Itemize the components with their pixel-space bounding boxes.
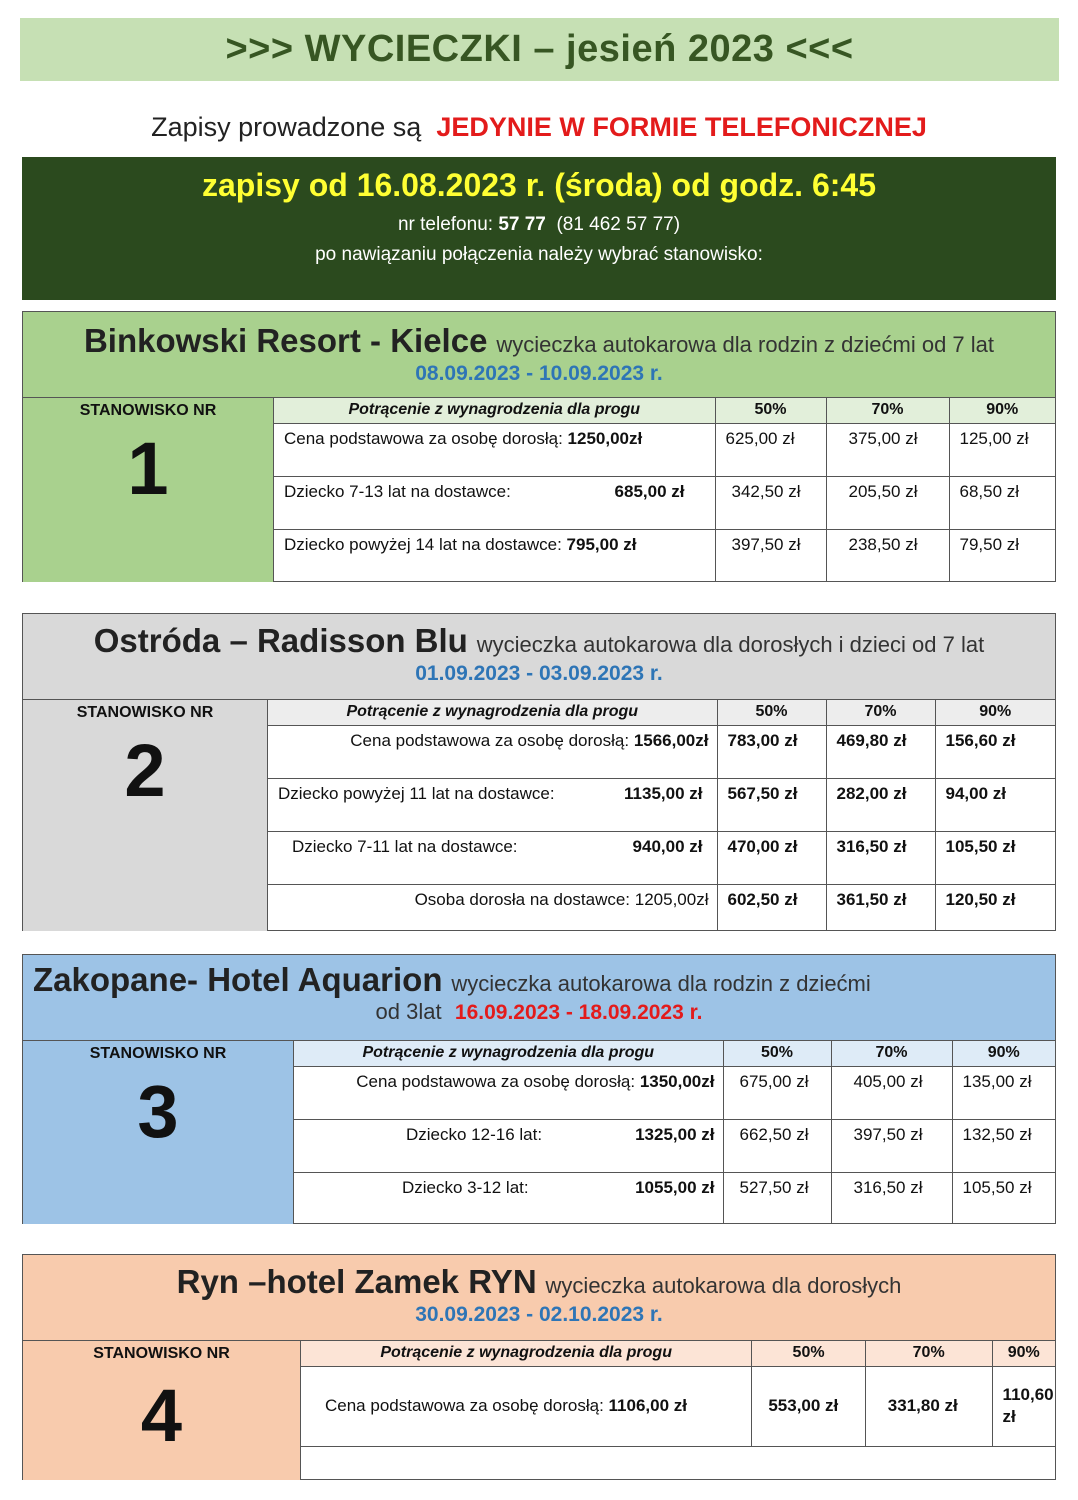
signup-method-prefix: Zapisy prowadzone są	[151, 112, 422, 142]
col-50: 50%	[715, 398, 826, 423]
row-label: Dziecko 3-12 lat:	[402, 1178, 529, 1198]
row-price: 1135,00 zł	[624, 783, 703, 803]
row-v90: 120,50 zł	[945, 889, 1016, 909]
col-desc: Potrącenie z wynagrodzenia dla progu	[294, 1041, 723, 1066]
row-v70: 375,00 zł	[826, 423, 949, 476]
stanowisko-label: STANOWISKO NR	[89, 1045, 227, 1062]
row-price: 1566,00zł	[633, 730, 709, 750]
trip-name: Ostróda – Radisson Blu	[93, 622, 468, 659]
row-label: Osoba dorosła na dostawce:	[414, 889, 631, 909]
row-label: Dziecko 12-16 lat:	[406, 1124, 543, 1144]
price-table	[301, 1341, 1055, 1480]
row-price: 1205,00zł	[634, 889, 709, 909]
trip-name: Binkowski Resort - Kielce	[83, 322, 488, 359]
col-desc: Potrącenie z wynagrodzenia dla progu	[301, 1341, 752, 1366]
table-row	[294, 1119, 1055, 1172]
row-price: 1325,00 zł	[635, 1124, 715, 1144]
row-v50: 470,00 zł	[717, 831, 826, 884]
trip-dates: 08.09.2023 - 10.09.2023 r.	[415, 362, 663, 385]
row-price: 1106,00 zł	[608, 1396, 687, 1416]
signup-method-line	[0, 112, 1078, 143]
row-v90: 68,50 zł	[949, 476, 1055, 529]
stanowisko-number: 3	[137, 1070, 179, 1153]
trip-section-2	[22, 613, 1056, 931]
trip-header	[23, 312, 1055, 398]
table-row	[294, 1173, 1055, 1224]
col-90: 90%	[992, 1341, 1055, 1366]
phone-full: (81 462 57 77)	[556, 214, 681, 235]
row-label: Dziecko powyżej 11 lat na dostawce:	[278, 783, 555, 803]
row-v70: 205,50 zł	[826, 476, 949, 529]
row-v90: 94,00 zł	[935, 778, 1055, 831]
trip-header	[23, 955, 1055, 1041]
stanowisko-box	[23, 1341, 301, 1480]
row-price: 685,00 zł	[614, 481, 685, 501]
stanowisko-number: 2	[124, 729, 166, 812]
row-label: Cena podstawowa za osobę dorosłą:	[350, 730, 630, 750]
trip-description: wycieczka autokarowa dla dorosłych	[545, 1273, 902, 1298]
row-label: Dziecko 7-13 lat na dostawce:	[284, 481, 511, 501]
phone-short: 57 77	[498, 214, 546, 235]
row-price: 1055,00 zł	[635, 1178, 715, 1198]
trip-description: wycieczka autokarowa dla dorosłych i dzieci od 7 lat	[476, 632, 985, 657]
row-price: 1250,00zł	[567, 428, 643, 448]
trip-description: wycieczka autokarowa dla rodzin z dziećmi	[451, 971, 871, 996]
row-v50: 662,50 zł	[723, 1119, 831, 1172]
col-desc: Potrącenie z wynagrodzenia dla progu	[268, 700, 717, 725]
row-v50: 783,00 zł	[717, 725, 826, 778]
row-v50: 625,00 zł	[715, 423, 826, 476]
price-table	[268, 700, 1055, 931]
trip-section-3	[22, 954, 1056, 1224]
table-row	[301, 1366, 1055, 1447]
signup-instruction: po nawiązaniu połączenia należy wybrać stanowisko:	[315, 244, 763, 265]
row-v70: 405,00 zł	[831, 1066, 952, 1119]
row-price: 1350,00zł	[639, 1071, 715, 1091]
row-label: Cena podstawowa za osobę dorosłą:	[356, 1071, 636, 1091]
stanowisko-box	[23, 1041, 294, 1224]
table-row	[274, 476, 1055, 529]
row-label: Cena podstawowa za osobę dorosłą:	[284, 428, 563, 448]
row-v50: 527,50 zł	[723, 1173, 831, 1224]
stanowisko-box	[23, 398, 274, 582]
trip-section-4	[22, 1254, 1056, 1480]
row-v70: 316,50 zł	[831, 1173, 952, 1224]
trip-section-1	[22, 311, 1056, 582]
col-50: 50%	[723, 1041, 831, 1066]
trip-dates: 01.09.2023 - 03.09.2023 r.	[415, 662, 663, 685]
row-v50: 675,00 zł	[723, 1066, 831, 1119]
row-label: Cena podstawowa za osobę dorosłą:	[325, 1396, 604, 1416]
row-v90: 125,00 zł	[949, 423, 1055, 476]
table-row	[274, 530, 1055, 582]
col-70: 70%	[826, 700, 935, 725]
row-price: 795,00 zł	[566, 535, 637, 555]
col-70: 70%	[865, 1341, 992, 1366]
row-v70: 282,00 zł	[826, 778, 935, 831]
row-v90: 79,50 zł	[959, 535, 1020, 555]
row-label: Dziecko 7-11 lat na dostawce:	[292, 836, 518, 856]
trip-header	[23, 1255, 1055, 1341]
stanowisko-label: STANOWISKO NR	[79, 402, 217, 419]
row-v70: 331,80 zł	[865, 1366, 992, 1447]
row-v90: 110,60 zł	[992, 1366, 1055, 1447]
stanowisko-label: STANOWISKO NR	[76, 704, 214, 721]
trip-header	[23, 614, 1055, 700]
phone-line	[22, 214, 1056, 236]
row-v50: 342,50 zł	[715, 476, 826, 529]
row-v90: 156,60 zł	[935, 725, 1055, 778]
row-v90: 105,50 zł	[935, 831, 1055, 884]
row-v70: 316,50 zł	[826, 831, 935, 884]
row-v70: 361,50 zł	[826, 884, 935, 931]
signup-info-box	[22, 157, 1056, 300]
signup-date-headline: zapisy od 16.08.2023 r. (środa) od godz. 6:45	[201, 167, 876, 203]
row-price: 940,00 zł	[632, 836, 703, 856]
stanowisko-number: 1	[127, 427, 169, 510]
table-row	[268, 725, 1055, 778]
row-v50: 602,50 zł	[717, 884, 826, 931]
trip-name: Zakopane- Hotel Aquarion	[33, 961, 443, 998]
table-row	[268, 831, 1055, 884]
phone-label: nr telefonu:	[397, 214, 494, 235]
stanowisko-box	[23, 700, 268, 931]
trip-description: wycieczka autokarowa dla rodzin z dziećmi od 7 lat	[496, 332, 995, 357]
signup-method-highlight: JEDYNIE W FORMIE TELEFONICZNEJ	[436, 112, 927, 142]
col-90: 90%	[935, 700, 1055, 725]
price-table	[294, 1041, 1055, 1224]
price-table	[274, 398, 1055, 582]
table-row	[274, 423, 1055, 476]
col-50: 50%	[752, 1341, 865, 1366]
row-v50: 567,50 zł	[717, 778, 826, 831]
row-v70: 238,50 zł	[826, 530, 949, 582]
table-row	[294, 1066, 1055, 1119]
trip-description-cont: od 3lat	[375, 999, 442, 1024]
row-v90: 135,00 zł	[952, 1066, 1055, 1119]
stanowisko-number: 4	[140, 1374, 183, 1457]
row-v70: 397,50 zł	[831, 1119, 952, 1172]
table-row	[268, 778, 1055, 831]
table-row	[268, 884, 1055, 931]
col-50: 50%	[717, 700, 826, 725]
row-v90: 132,50 zł	[952, 1119, 1055, 1172]
row-v50: 397,50 zł	[715, 530, 826, 582]
table-row-empty	[301, 1447, 1055, 1480]
row-v70: 469,80 zł	[826, 725, 935, 778]
trip-dates: 30.09.2023 - 02.10.2023 r.	[415, 1303, 663, 1326]
row-v50: 553,00 zł	[752, 1366, 865, 1447]
row-v90: 105,50 zł	[962, 1178, 1032, 1198]
col-desc: Potrącenie z wynagrodzenia dla progu	[274, 398, 715, 423]
trip-dates: 16.09.2023 - 18.09.2023 r.	[454, 1001, 703, 1024]
stanowisko-label: STANOWISKO NR	[93, 1345, 230, 1362]
page-title: >>> WYCIECZKI – jesień 2023 <<<	[20, 18, 1059, 81]
col-90: 90%	[949, 398, 1055, 423]
trip-name: Ryn –hotel Zamek RYN	[176, 1263, 537, 1300]
col-70: 70%	[826, 398, 949, 423]
row-label: Dziecko powyżej 14 lat na dostawce:	[284, 535, 562, 555]
col-90: 90%	[952, 1041, 1055, 1066]
col-70: 70%	[831, 1041, 952, 1066]
